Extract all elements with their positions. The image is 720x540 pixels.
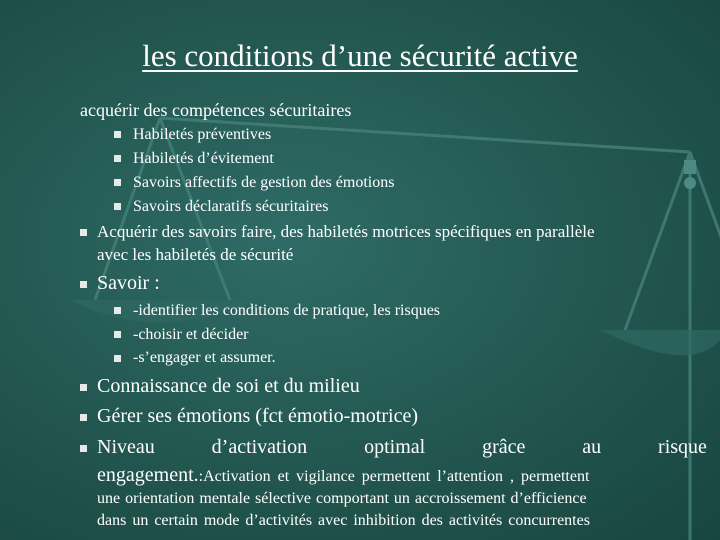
gerer-text: Gérer ses émotions (fct émotio-motrice) <box>97 405 418 427</box>
bullet-icon <box>80 281 87 288</box>
intro-text: acquérir des compétences sécuritaires <box>80 100 352 120</box>
list-item: -choisir et décider <box>133 326 249 343</box>
list-item: Habiletés préventives <box>133 126 272 143</box>
bullet-icon <box>114 131 121 138</box>
list-item: Habiletés d’évitement <box>133 150 274 167</box>
bullet-icon <box>114 331 121 338</box>
niveau-activation: :Activation et vigilance permettent l’attention , permettent <box>198 468 590 485</box>
bullet-icon <box>114 203 121 210</box>
niveau-word: au <box>582 436 602 458</box>
niveau-engagement: engagement. <box>97 464 199 486</box>
connaissance-text: Connaissance de soi et du milieu <box>97 375 360 397</box>
acquerir-line1: Acquérir des savoirs faire, des habiletés motrices spécifiques en parallèle <box>97 222 595 241</box>
bullet-icon <box>114 155 121 162</box>
niveau-word: optimal <box>364 436 426 458</box>
list-item: Savoirs déclaratifs sécuritaires <box>133 198 329 215</box>
niveau-line3: une orientation mentale sélective comportant un accroissement d’efficience <box>97 490 587 507</box>
niveau-word: Niveau <box>97 436 155 458</box>
niveau-line1 <box>97 436 707 459</box>
savoir-heading: Savoir : <box>97 272 160 294</box>
bullet-icon <box>114 307 121 314</box>
list-item: Savoirs affectifs de gestion des émotions <box>133 174 395 191</box>
bullet-icon <box>80 445 87 452</box>
niveau-word: grâce <box>482 436 526 458</box>
niveau-line2 <box>97 464 707 487</box>
bullet-icon <box>114 355 121 362</box>
bullet-icon <box>80 384 87 391</box>
list-item: -s’engager et assumer. <box>133 349 276 366</box>
niveau-word: d’activation <box>211 436 308 458</box>
niveau-word: risque <box>658 436 707 458</box>
bullet-icon <box>114 179 121 186</box>
bullet-icon <box>80 414 87 421</box>
list-item: -identifier les conditions de pratique, les risques <box>133 302 441 319</box>
acquerir-line2: avec les habiletés de sécurité <box>97 245 294 264</box>
bullet-icon <box>80 229 87 236</box>
niveau-line4: dans un certain mode d’activités avec inhibition des activités concurrentes <box>97 512 590 529</box>
slide-title: les conditions d’une sécurité active <box>142 38 578 73</box>
